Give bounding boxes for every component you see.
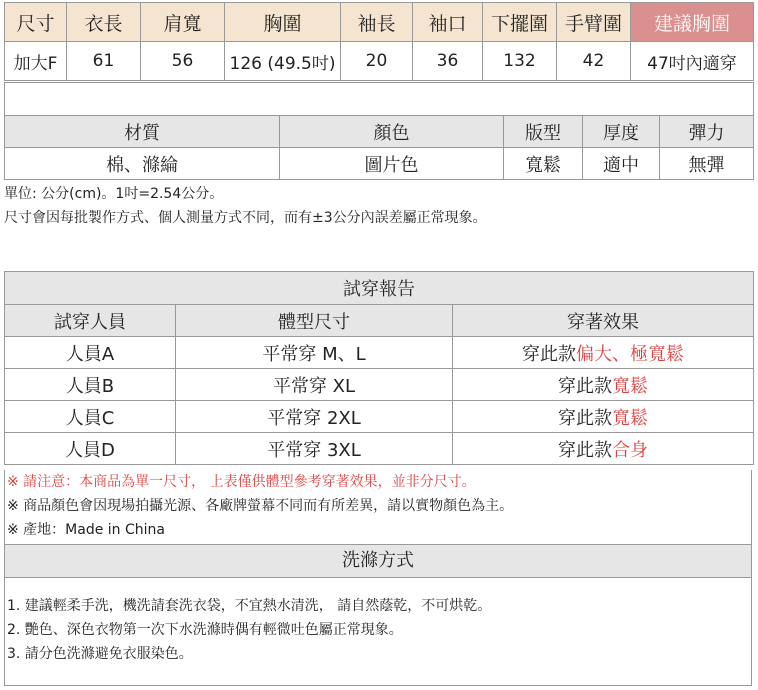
value-elasticity: 無彈 (660, 148, 754, 180)
notices-box (4, 470, 752, 545)
washing-item: 1. 建議輕柔手洗，機洗請套洗衣袋，不宜熱水清洗， 請自然蔭乾，不可烘乾。 (7, 598, 492, 614)
fit-effect (453, 401, 754, 433)
value-recommended-chest: 47吋內適穿 (631, 42, 754, 81)
header-elasticity: 彈力 (660, 116, 754, 148)
tester-name: 人員D (5, 433, 176, 465)
washing-item: 3. 請分色洗滌避免衣服染色。 (7, 646, 193, 662)
tester-name: 人員C (5, 401, 176, 433)
size-value-row (5, 42, 754, 81)
value-hem: 132 (483, 42, 557, 81)
effect-highlight: 寬鬆 (612, 375, 648, 397)
table-row (5, 369, 754, 401)
fit-effect (453, 337, 754, 369)
value-color: 圖片色 (280, 148, 504, 180)
notice-color-variance: ※ 商品顏色會因現場拍攝光源、各廠牌螢幕不同而有所差異，請以實物顏色為主。 (7, 498, 514, 514)
notice-origin: ※ 產地：Made in China (7, 522, 165, 538)
trial-header-row (5, 305, 754, 337)
value-arm: 42 (557, 42, 631, 81)
fit-effect (453, 433, 754, 465)
header-chest: 胸圍 (225, 3, 341, 42)
tester-size: 平常穿 2XL (176, 401, 453, 433)
value-chest: 126 (49.5吋) (225, 42, 341, 81)
value-shoulder: 56 (141, 42, 225, 81)
header-length: 衣長 (67, 3, 141, 42)
trial-report-table (4, 271, 754, 465)
material-header-row (5, 116, 754, 148)
trial-report-title: 試穿報告 (5, 272, 754, 305)
header-thickness: 厚度 (583, 116, 660, 148)
value-length: 61 (67, 42, 141, 81)
header-sleeve-length: 袖長 (341, 3, 413, 42)
table-row (5, 433, 754, 465)
effect-highlight: 寬鬆 (612, 407, 648, 429)
value-sleeve-length: 20 (341, 42, 413, 81)
tester-name: 人員B (5, 369, 176, 401)
header-arm: 手臂圍 (557, 3, 631, 42)
tester-size: 平常穿 XL (176, 369, 453, 401)
header-material: 材質 (5, 116, 280, 148)
tolerance-note: 尺寸會因每批製作方式、個人測量方式不同，而有±3公分內誤差屬正常現象。 (4, 210, 487, 226)
washing-item: 2. 艷色、深色衣物第一次下水洗滌時偶有輕微吐色屬正常現象。 (7, 622, 403, 638)
header-recommended-chest: 建議胸圍 (631, 3, 754, 42)
effect-prefix: 穿此款 (522, 343, 576, 365)
header-body-size: 體型尺寸 (176, 305, 453, 337)
value-material: 棉、滌綸 (5, 148, 280, 180)
table-row (5, 401, 754, 433)
table-row (5, 337, 754, 369)
header-tester: 試穿人員 (5, 305, 176, 337)
fit-effect (453, 369, 754, 401)
material-value-row (5, 148, 754, 180)
size-header-row (5, 3, 754, 42)
spacer-row (5, 83, 754, 116)
effect-highlight: 偏大、極寬鬆 (576, 343, 684, 365)
effect-prefix: 穿此款 (558, 375, 612, 397)
effect-highlight: 合身 (612, 439, 648, 461)
tester-name: 人員A (5, 337, 176, 369)
effect-prefix: 穿此款 (558, 439, 612, 461)
notice-single-size: ※ 請注意：本商品為單一尺寸， 上表僅供體型參考穿著效果，並非分尺寸。 (7, 474, 476, 490)
header-size: 尺寸 (5, 3, 67, 42)
trial-title-row (5, 272, 754, 305)
unit-note: 單位: 公分(cm)。1吋=2.54公分。 (4, 186, 224, 202)
header-hem: 下擺圍 (483, 3, 557, 42)
header-fit: 版型 (504, 116, 583, 148)
value-thickness: 適中 (583, 148, 660, 180)
header-shoulder: 肩寬 (141, 3, 225, 42)
header-cuff: 袖口 (413, 3, 483, 42)
spacer-cell (5, 83, 754, 116)
value-size: 加大F (5, 42, 67, 81)
effect-prefix: 穿此款 (558, 407, 612, 429)
header-fit-effect: 穿著效果 (453, 305, 754, 337)
tester-size: 平常穿 3XL (176, 433, 453, 465)
material-table (4, 82, 754, 180)
washing-title: 洗滌方式 (4, 544, 752, 578)
value-fit: 寬鬆 (504, 148, 583, 180)
tester-size: 平常穿 M、L (176, 337, 453, 369)
size-table (4, 2, 754, 81)
value-cuff: 36 (413, 42, 483, 81)
header-color: 顏色 (280, 116, 504, 148)
washing-instructions (4, 577, 752, 686)
